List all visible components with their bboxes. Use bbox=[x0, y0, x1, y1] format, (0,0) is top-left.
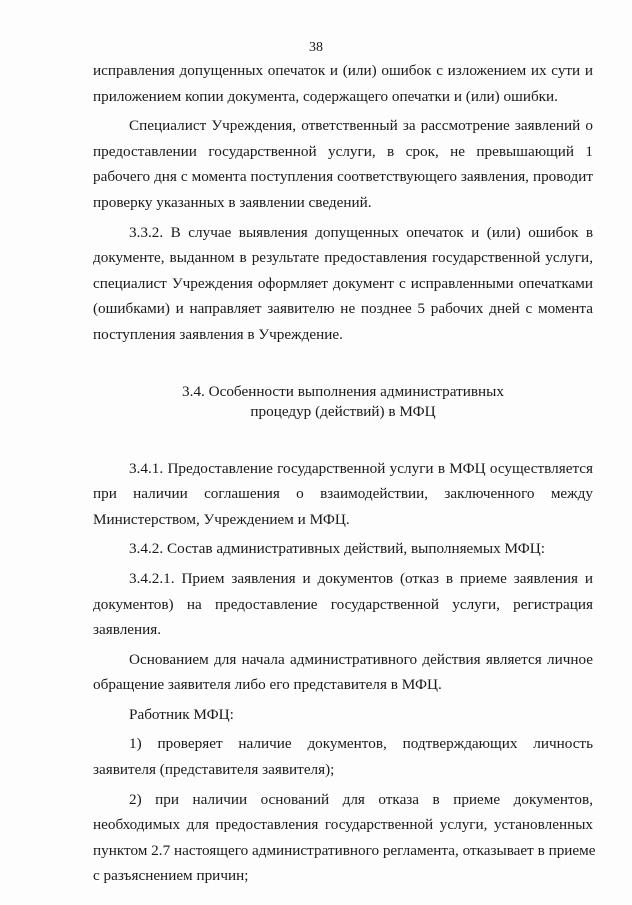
paragraph-line: заявления. bbox=[93, 621, 162, 639]
paragraph-line: Специалист Учреждения, ответственный за рассмотрение заявлений о bbox=[129, 117, 593, 135]
paragraph bbox=[93, 456, 593, 533]
paragraph-line: заявителя (представителя заявителя); bbox=[93, 761, 335, 779]
paragraph-line: 3.3.2. В случае выявления допущенных опечаток и (или) ошибок в bbox=[129, 223, 593, 241]
paragraph-line: при наличии соглашения о взаимодействии, заключенного между bbox=[93, 485, 593, 503]
top-section bbox=[93, 58, 593, 348]
paragraph-line: 3.4.1. Предоставление государственной услуги в МФЦ осуществляется bbox=[129, 459, 593, 477]
paragraph-line: проверку указанных в заявлении сведений. bbox=[93, 193, 372, 211]
paragraph-line: рабочего дня с момента поступления соответствующего заявления, проводит bbox=[93, 168, 593, 186]
paragraph-line: приложением копии документа, содержащего опечатки и (или) ошибки. bbox=[93, 87, 558, 105]
document-body bbox=[93, 58, 596, 893]
page-number: 38 bbox=[309, 40, 323, 55]
paragraph bbox=[93, 702, 593, 728]
paragraph bbox=[93, 58, 593, 109]
paragraph-line: 1) проверяет наличие документов, подтверждающих личность bbox=[129, 735, 593, 753]
paragraph-line: 3.4.2.1. Прием заявления и документов (отказ в приеме заявления и bbox=[129, 569, 593, 587]
paragraph bbox=[93, 113, 593, 215]
paragraph-line: 2) при наличии оснований для отказа в приеме документов, bbox=[129, 790, 593, 808]
paragraph-line: Министерством, Учреждением и МФЦ. bbox=[93, 510, 350, 528]
paragraph-line: 3.4.2. Состав административных действий, выполняемых МФЦ: bbox=[129, 540, 545, 558]
section-heading-line-2: процедур (действий) в МФЦ bbox=[250, 402, 436, 420]
paragraph-line: Основанием для начала административного действия является личное bbox=[129, 650, 593, 668]
bottom-section bbox=[93, 456, 596, 890]
section-heading-line-1: 3.4. Особенности выполнения административных bbox=[182, 382, 504, 400]
paragraph bbox=[93, 731, 593, 782]
paragraph-line: с разъяснением причин; bbox=[93, 867, 249, 885]
paragraph-line: предоставлении государственной услуги, в срок, не превышающий 1 bbox=[93, 142, 593, 160]
paragraph-line: документов) на предоставление государственной услуги, регистрация bbox=[93, 595, 593, 613]
paragraph bbox=[93, 220, 593, 348]
paragraph-line: поступления заявления в Учреждение. bbox=[93, 325, 343, 343]
paragraph-line: (ошибками) и направляет заявителю не позднее 5 рабочих дней с момента bbox=[93, 300, 593, 318]
paragraph bbox=[93, 536, 593, 562]
paragraph-line: исправления допущенных опечаток и (или) ошибок с изложением их сути и bbox=[93, 62, 593, 79]
paragraph-line: обращение заявителя либо его представителя в МФЦ. bbox=[93, 676, 442, 694]
paragraph-line: документе, выданном в результате предоставления государственной услуги, bbox=[93, 249, 593, 267]
paragraph bbox=[93, 787, 596, 889]
section-heading bbox=[93, 382, 593, 422]
paragraph-line: пунктом 2.7 настоящего административного регламента, отказывает в приеме bbox=[93, 841, 596, 859]
paragraph-line: специалист Учреждения оформляет документ с исправленными опечатками bbox=[93, 274, 593, 292]
paragraph-line: необходимых для предоставления государственной услуги, установленных bbox=[93, 816, 593, 834]
paragraph bbox=[93, 647, 593, 698]
paragraph bbox=[93, 566, 593, 643]
paragraph-line: Работник МФЦ: bbox=[129, 705, 234, 723]
